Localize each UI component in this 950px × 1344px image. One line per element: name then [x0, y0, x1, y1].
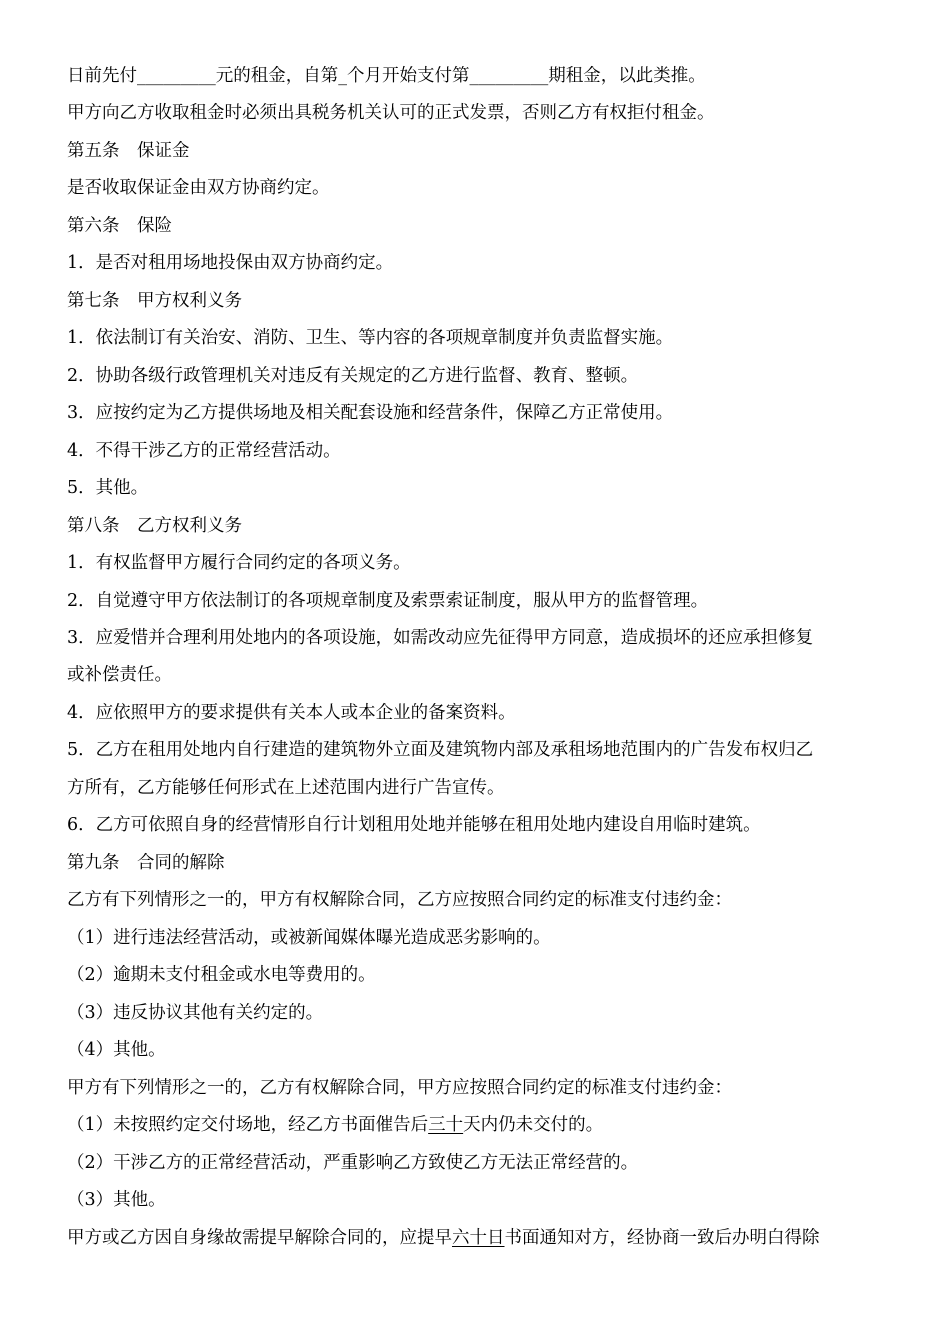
line-text: 第五条 保证金 — [67, 141, 190, 161]
document-line — [67, 851, 897, 875]
document-line — [67, 589, 897, 613]
line-text: _________ — [469, 66, 549, 86]
document-line — [67, 289, 897, 313]
line-text: 甲方或乙方因自身缘故需提早解除合同的，应提早 — [67, 1228, 452, 1248]
document-line — [67, 326, 897, 350]
document-line — [67, 626, 897, 650]
line-text: 元的租金，自第 — [215, 66, 339, 86]
line-text: 天内仍未交付的。 — [463, 1115, 604, 1135]
document-line — [67, 439, 897, 463]
document-line — [67, 551, 897, 575]
document-line — [67, 401, 897, 425]
line-text: （4）其他。 — [67, 1040, 166, 1060]
line-text: 3．应爱惜并合理利用处地内的各项设施，如需改动应先征得甲方同意，造成损坏的还应承担修复 — [67, 628, 814, 648]
document-line — [67, 64, 897, 88]
document-line — [67, 1151, 897, 1175]
line-text: 2．自觉遵守甲方依法制订的各项规章制度及索票索证制度，服从甲方的监督管理。 — [67, 591, 709, 611]
line-text: _________ — [137, 66, 216, 86]
document-line — [67, 1226, 897, 1250]
document-line — [67, 926, 897, 950]
line-text: 4．不得干涉乙方的正常经营活动。 — [67, 441, 341, 461]
line-text: 第六条 保险 — [67, 216, 172, 236]
line-text: 或补偿责任。 — [67, 665, 172, 685]
line-text: 1．有权监督甲方履行合同约定的各项义务。 — [67, 553, 411, 573]
underlined-text: 六十日 — [452, 1228, 505, 1248]
document-line — [67, 888, 897, 912]
document-line — [67, 663, 897, 687]
document-line — [67, 776, 897, 800]
line-text: 5．乙方在租用处地内自行建造的建筑物外立面及建筑物内部及承租场地范围内的广告发布权归乙 — [67, 740, 814, 760]
line-text: 2．协助各级行政管理机关对违反有关规定的乙方进行监督、教育、整顿。 — [67, 366, 639, 386]
document-line — [67, 1038, 897, 1062]
line-text: 第七条 甲方权利义务 — [67, 291, 242, 311]
line-text: （2）逾期未支付租金或水电等费用的。 — [67, 965, 376, 985]
document-line — [67, 1188, 897, 1212]
document-line — [67, 364, 897, 388]
line-text: （2）干涉乙方的正常经营活动，严重影响乙方致使乙方无法正常经营的。 — [67, 1153, 639, 1173]
underlined-text: 三十 — [428, 1115, 464, 1135]
line-text: 甲方有下列情形之一的，乙方有权解除合同，甲方应按照合同约定的标准支付违约金： — [67, 1078, 732, 1098]
line-text: （1）未按照约定交付场地，经乙方书面催告后 — [67, 1115, 429, 1135]
line-text: 3．应按约定为乙方提供场地及相关配套设施和经营条件，保障乙方正常使用。 — [67, 403, 674, 423]
document-line — [67, 176, 897, 200]
line-text: 第八条 乙方权利义务 — [67, 516, 242, 536]
line-text: （3）其他。 — [67, 1190, 166, 1210]
document-line — [67, 101, 897, 125]
document-line — [67, 1076, 897, 1100]
line-text: 乙方有下列情形之一的，甲方有权解除合同，乙方应按照合同约定的标准支付违约金： — [67, 890, 732, 910]
document-line — [67, 738, 897, 762]
line-text: 5．其他。 — [67, 478, 149, 498]
line-text: （3）违反协议其他有关约定的。 — [67, 1003, 324, 1023]
line-text: 第九条 合同的解除 — [67, 853, 225, 873]
line-text: _ — [338, 66, 347, 86]
line-text: 个月开始支付第 — [347, 66, 470, 86]
document-line — [67, 963, 897, 987]
line-text: 方所有，乙方能够任何形式在上述范围内进行广告宣传。 — [67, 778, 505, 798]
line-text: 期租金，以此类推。 — [548, 66, 706, 86]
document-line — [67, 1113, 897, 1137]
document-line — [67, 139, 897, 163]
document-line — [67, 813, 897, 837]
document-line — [67, 701, 897, 725]
document-line — [67, 1001, 897, 1025]
line-text: 日前先付 — [67, 66, 137, 86]
line-text: 6．乙方可依照自身的经营情形自行计划租用处地并能够在租用处地内建设自用临时建筑。 — [67, 815, 761, 835]
document-line — [67, 251, 897, 275]
line-text: 是否收取保证金由双方协商约定。 — [67, 178, 330, 198]
line-text: 1．是否对租用场地投保由双方协商约定。 — [67, 253, 394, 273]
document-line — [67, 214, 897, 238]
line-text: （1）进行违法经营活动，或被新闻媒体曝光造成恶劣影响的。 — [67, 928, 551, 948]
line-text: 1．依法制订有关治安、消防、卫生、等内容的各项规章制度并负责监督实施。 — [67, 328, 674, 348]
line-text: 书面通知对方，经协商一致后办明白得除 — [504, 1228, 820, 1248]
line-text: 甲方向乙方收取租金时必须出具税务机关认可的正式发票，否则乙方有权拒付租金。 — [67, 103, 715, 123]
document-line — [67, 514, 897, 538]
line-text: 4．应依照甲方的要求提供有关本人或本企业的备案资料。 — [67, 703, 516, 723]
document-line — [67, 476, 897, 500]
